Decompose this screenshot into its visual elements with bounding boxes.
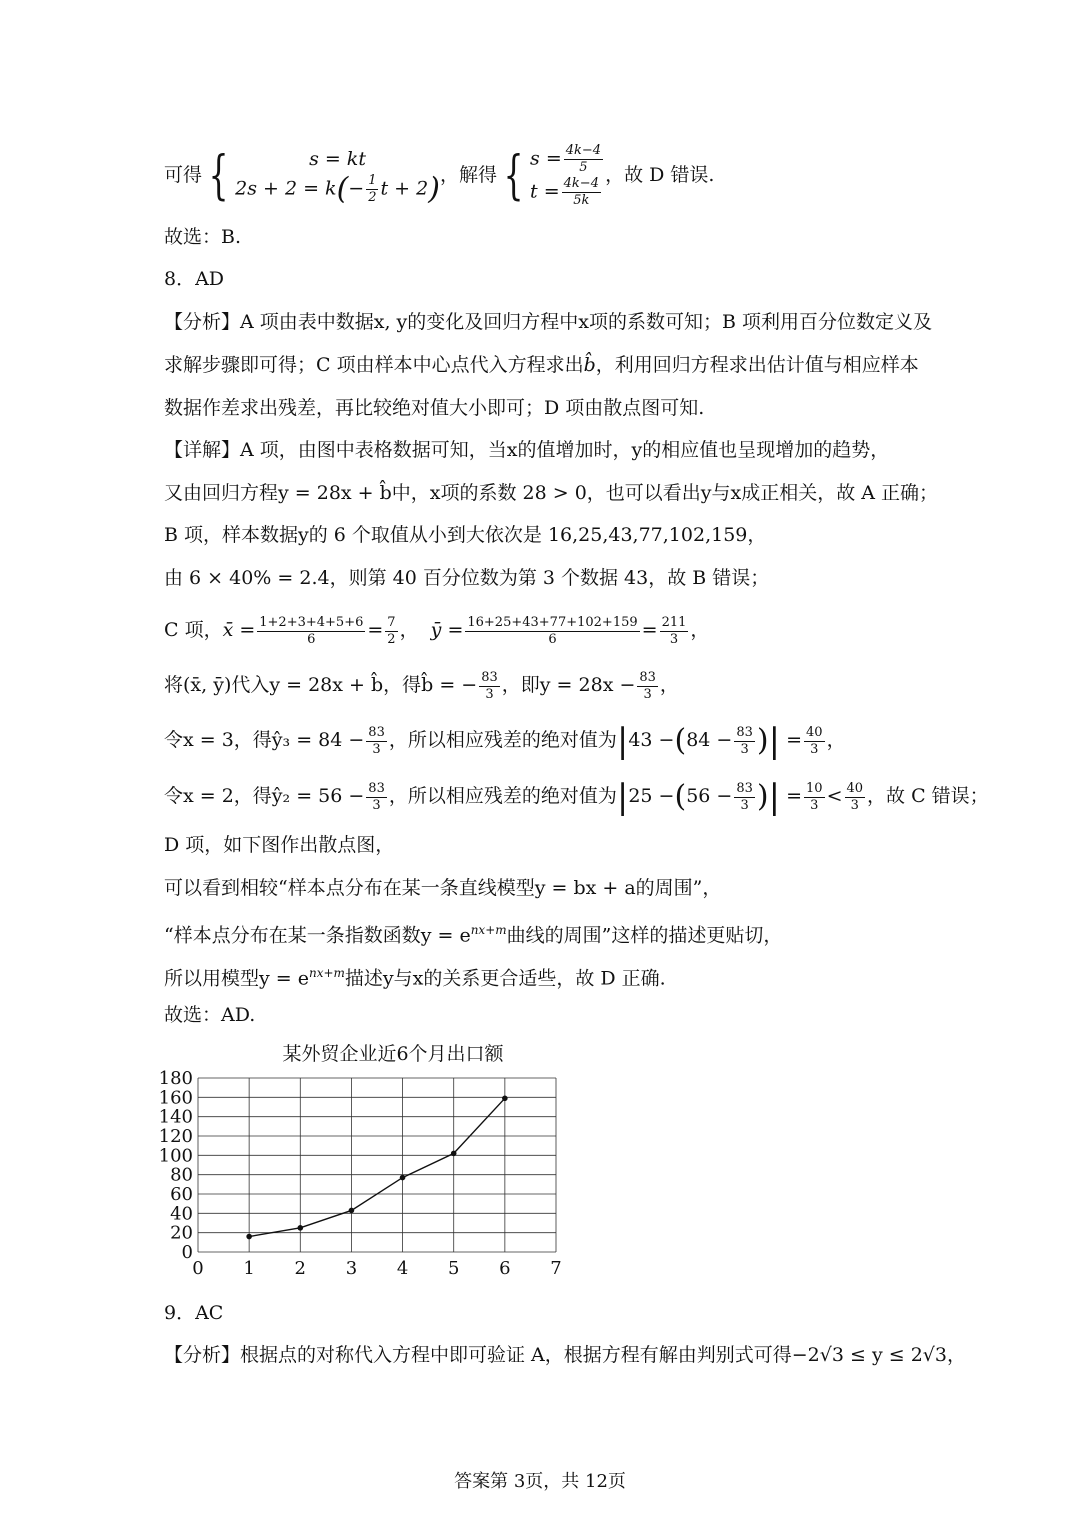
y-tick-label: 100	[158, 1145, 193, 1167]
substitution-line: 将(x̄, ȳ)代入y = 28x + b̂，得b̂ = − $\frac{83}{3}$ ，即y = 28x − $\frac{83}{3}$ ，	[164, 669, 679, 702]
question-8-heading: 8．AD	[164, 268, 225, 290]
left-brace-2: {	[503, 146, 524, 206]
equation-system-2	[530, 143, 605, 209]
page-footer: 答案第 3页，共 12页	[454, 1471, 626, 1492]
d-item-line-3: “样本点分布在某一条指数函数$y = e^{nx+m}$曲线的周围”这样的描述更贴切，	[164, 923, 783, 947]
y-tick-label: 20	[170, 1222, 193, 1244]
analysis-line-2: 求解步骤即可得；C 项由样本中心点代入方程求出b̂，利用回归方程求出估计值与相应样本	[164, 354, 919, 376]
x-tick-label: 7	[550, 1258, 562, 1279]
y-tick-label: 60	[170, 1184, 193, 1205]
q9-analysis-line: 【分析】根据点的对称代入方程中即可验证 A，根据方程有解由判别式可得−2√3 ≤ y ≤ 2√3，	[164, 1344, 966, 1366]
frac-y-sum: $\frac{16+25+43+77+102+159}{6}$	[467, 614, 638, 647]
y-tick-label: 180	[158, 1068, 193, 1089]
frac-7-2: $\frac{7}{2}$	[387, 614, 396, 647]
post-system-text: ，故 D 错误.	[605, 164, 715, 186]
residual-x2-line: 令x = 2，得ŷ₂ = 56 − $\frac{83}{3}$ ，所以相应残差的绝对值为|25 −(56 − $\frac{83}{3}$ )| = $\frac{10}{3}$ < $\frac{40}{3}$ ，故 C 错误；	[164, 777, 989, 817]
data-point	[246, 1234, 252, 1240]
mid-system-text: ，解得	[439, 164, 497, 186]
x-tick-label: 3	[345, 1258, 358, 1279]
system1-row2: 2s + 2 = k(− $\frac{1}{2}$ t + 2)	[235, 171, 440, 207]
export-line-chart	[150, 1036, 580, 1286]
left-brace: {	[208, 146, 229, 206]
equation-system-1	[235, 146, 440, 206]
system2-row2: t = $\frac{4k-4}{5k}$	[530, 176, 599, 208]
data-point	[451, 1151, 457, 1157]
frac-211-3: $\frac{211}{3}$	[661, 614, 687, 647]
data-point	[297, 1225, 303, 1231]
data-point	[349, 1208, 355, 1214]
y-tick-label: 160	[158, 1087, 193, 1109]
y-tick-label: 120	[158, 1126, 193, 1147]
pre-system-text: 可得	[164, 164, 203, 186]
system1-row1: s = kt	[309, 148, 366, 170]
analysis-line-3: 数据作差求出残差，再比较绝对值大小即可；D 项由散点图可知.	[164, 397, 705, 419]
d-item-line-1: D 项，如下图作出散点图，	[164, 834, 395, 856]
data-point	[400, 1175, 406, 1181]
x-tick-label: 2	[294, 1258, 307, 1279]
series-line	[249, 1098, 505, 1236]
analysis-line-1: 【分析】A 项由表中数据x, y的变化及回归方程中x项的系数可知；B 项利用百分位数定义及	[164, 311, 933, 333]
x-tick-label: 6	[499, 1258, 511, 1279]
residual-x3-line: 令x = 3，得ŷ₃ = 84 − $\frac{83}{3}$ ，所以相应残差的绝对值为|43 −(84 − $\frac{83}{3}$ )| = $\frac{40}{3}$ ，	[164, 721, 846, 761]
d-item-line-2: 可以看到相较“样本点分布在某一条直线模型y = bx + a的周围”，	[164, 877, 722, 899]
frac-x-sum: $\frac{1+2+3+4+5+6}{6}$	[259, 614, 364, 647]
x-tick-label: 1	[243, 1258, 255, 1279]
detail-line-2: 又由回归方程y = 28x + b̂中，x项的系数 28 > 0，也可以看出y与x成正相关，故 A 正确；	[164, 482, 939, 504]
chart-title: 某外贸企业近6个月出口额	[282, 1043, 504, 1065]
y-tick-label: 140	[158, 1106, 193, 1128]
c-mean-line: C 项，x̄ = $\frac{1+2+3+4+5+6}{6}$ = $\frac{7}{2}$ ， ȳ = $\frac{16+25+43+77+102+159}{6}$ = $\frac{211}{3}$ ，	[164, 614, 710, 647]
detail-line-4: 由 6 × 40% = 2.4，则第 40 百分位数为第 3 个数据 43，故 B 错误；	[164, 567, 770, 589]
x-tick-label: 4	[396, 1258, 409, 1279]
d-item-line-4: 所以用模型$y = e^{nx+m}$描述y与x的关系更合适些，故 D 正确.	[164, 966, 666, 990]
system2-row1: s = $\frac{4k-4}{5}$	[530, 143, 602, 175]
y-tick-label: 40	[170, 1203, 193, 1225]
detail-line-3: B 项，样本数据y的 6 个取值从小到大依次是 16,25,43,77,102,159，	[164, 524, 767, 546]
choose-ad-line: 故选：AD.	[164, 1004, 256, 1026]
x-tick-label: 5	[447, 1258, 460, 1279]
detail-line-1: 【详解】A 项，由图中表格数据可知，当x的值增加时，y的相应值也呈现增加的趋势，	[164, 439, 890, 461]
y-tick-label: 80	[170, 1164, 193, 1186]
question-9-heading: 9．AC	[164, 1302, 224, 1324]
choose-b-line: 故选：B.	[164, 226, 242, 248]
data-point	[502, 1096, 508, 1102]
y-tick-label: 0	[181, 1242, 193, 1263]
x-tick-label: 0	[192, 1258, 204, 1279]
system-line	[164, 140, 714, 210]
